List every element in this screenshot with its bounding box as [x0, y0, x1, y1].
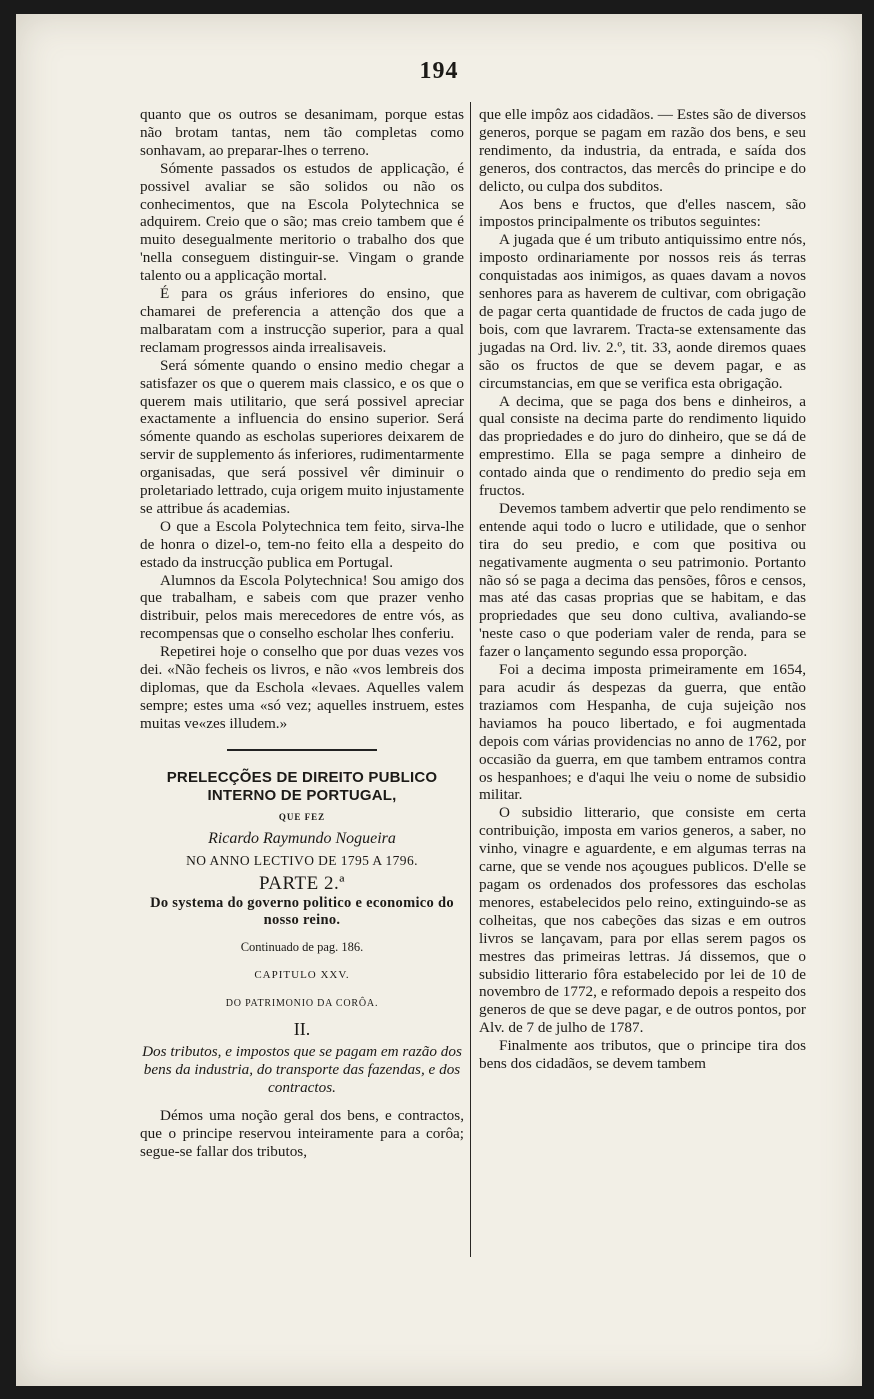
- paragraph: O que a Escola Polytechnica tem feito, sirva-lhe de honra o dizel-o, tem-no feito ella a despeito do estado da instrucção publica em Portugal.: [140, 517, 464, 571]
- paragraph: Sómente passados os estudos de applicação, é possivel avaliar se são solidos ou não os conhecimentos, que na Escola Polytechnica se adquirem. Creio que o são; mas creio tambem que é muito desegualmente meritorio o trabalho dos que 'nella conseguem distinguir-se. Vingam o grande talento ou a applicação mortal.: [140, 159, 464, 285]
- continued-note: Continuado de pag. 186.: [240, 940, 364, 955]
- page-number: 194: [419, 58, 459, 84]
- right-column: [479, 106, 806, 1073]
- document-page: [16, 14, 862, 1386]
- paragraph: O subsidio litterario, que consiste em certa contribuição, imposta em varios generos, a saber, no vinho, vinagre e aguardente, e em algumas terras na carne, que se vende nos açougues publicos. D'elle se pagam os ordenados dos professores das escholas menores, estabelecidos pelo reino, extinguindo-se as colheitas, que nos cabeções das sizas e em outros livros se lançavam, para por ellas serem pagos os mestres das primeiras lettras. Já dissemos, que o subsidio litterario fôra estabelecido por lei de 10 de novembro de 1772, e reformado depois a respeito dos generos de que se deve pagar, e de outros pontos, por Alv. de 7 de julho de 1787.: [479, 804, 806, 1037]
- roman-numeral: II.: [293, 1019, 311, 1040]
- paragraph: quanto que os outros se desanimam, porque estas não brotam tantas, nem tão completas como sonhavam, ao preparar-lhes o terreno.: [140, 106, 464, 159]
- column-divider: [470, 102, 471, 1257]
- paragraph: A jugada que é um tributo antiquissimo entre nós, imposto ordinariamente por nossos reis ás terras conquistadas aos inimigos, as quaes davam a novos senhores para as haverem de cultivar, com obrigação de pagar certa quantidade de fructos de cada jugo de bois, com que lavrarem. Tracta-se extensamente das jugadas na Ord. liv. 2.º, tit. 33, aonde diremos quaes são os fructos de que se devem pagar, e as circumstancias, em que se verifica esta obrigação.: [479, 231, 806, 392]
- section-rule: [227, 749, 377, 751]
- italic-subtitle: Dos tributos, e impostos que se pagam em razão dos bens da industria, do transporte das fazendas, e dos contractos.: [142, 1042, 462, 1096]
- paragraph: Démos uma noção geral dos bens, e contractos, que o principe reservou inteiramente para a corôa; segue-se fallar dos tributos,: [140, 1106, 464, 1160]
- academic-year: NO ANNO LECTIVO DE 1795 A 1796.: [186, 852, 418, 868]
- paragraph: A decima, que se paga dos bens e dinheiros, a qual consiste na decima parte do rendimento liquido das propriedades e do juro do dinheiro, que se dá de emprestimo. Ella se paga sempre a dinheiro de contado ainda que o rendimento do predio seja em fructos.: [479, 392, 806, 500]
- left-column: [140, 106, 464, 1160]
- paragraph: Será sómente quando o ensino medio chegar a satisfazer os que o querem mais classico, e os que o querem mais utilitario, que será possivel apreciar exactamente a influencia do ensino superior. Será sómente quando as escholas superiores deixarem de servir de supplemento ás inferiores, rudimentarmente organisadas, que será possivel vêr diminuir o proletariado lettrado, cuja origem muito injustamente se attribue ás academias.: [140, 356, 464, 517]
- article-title: PRELECÇÕES DE DIREITO PUBLICO INTERNO DE PORTUGAL,: [166, 768, 438, 804]
- paragraph: Repetirei hoje o conselho que por duas vezes vos dei. «Não fecheis os livros, e não «vos lembreis dos diplomas, que da Eschola «levaes. Aquelles valem sempre; estes uma «só vez; aquelles instruem, estes muitas ve«zes illudem.»: [140, 643, 464, 732]
- paragraph: Devemos tambem advertir que pelo rendimento se entende aqui todo o lucro e utilidade, que o senhor tira do seu predio, e com que positiva ou negativamente augmenta o seu patrimonio. Portanto não só se paga a decima das pensões, fôros e censos, mas até das casas proprias que se habitam, e das propriedades que seu dono cultiva, avaliando-se 'neste caso o que poderiam valer de renda, para se fazer o lançamento segundo essa proporção.: [479, 499, 806, 661]
- paragraph: Alumnos da Escola Polytechnica! Sou amigo dos que trabalham, e sabeis com que prazer venho distribuir, pelos mais merecedores de entre vós, as recompensas que o conselho escholar lhes conferiu.: [140, 571, 464, 643]
- paragraph: Foi a decima imposta primeiramente em 1654, para acudir ás despezas da guerra, que então traziamos com Hespanha, de cuja sujeição nos haviamos ha pouco libertado, e foi augmentada depois com várias providencias no anno de 1762, por occasião da guerra, em que tambem entramos contra os hespanhoes; e d'aqui lhe veiu o nome de subsidio militar.: [479, 661, 806, 804]
- paragraph: que elle impôz aos cidadãos. — Estes são de diversos generos, porque se pagam em razão dos bens, e seu rendimento, da industria, da entrada, e saída dos generos, dos contractos, das mercês do principe e do delicto, ou culpa dos subditos.: [479, 106, 806, 195]
- paragraph: Finalmente aos tributos, que o principe tira dos bens dos cidadãos, se devem tambem: [479, 1037, 806, 1073]
- paragraph: É para os gráus inferiores do ensino, que chamarei de preferencia a attenção dos que a malbaratam com a instrucção superior, para a qual reclamam progressos ainda irrealisaveis.: [140, 285, 464, 356]
- paragraph: Aos bens e fructos, que d'elles nascem, são impostos principalmente os tributos seguintes:: [479, 195, 806, 231]
- part-heading: PARTE 2.ª: [258, 873, 346, 895]
- chapter-heading: CAPITULO XXV.: [254, 969, 350, 982]
- section-heading: DO PATRIMONIO DA CORÔA.: [225, 998, 379, 1010]
- author-name: Ricardo Raymundo Nogueira: [208, 829, 396, 847]
- part-subtitle: Do systema do governo politico e economico do nosso reino.: [150, 895, 454, 929]
- que-fez-label: QUE FEZ: [278, 811, 326, 822]
